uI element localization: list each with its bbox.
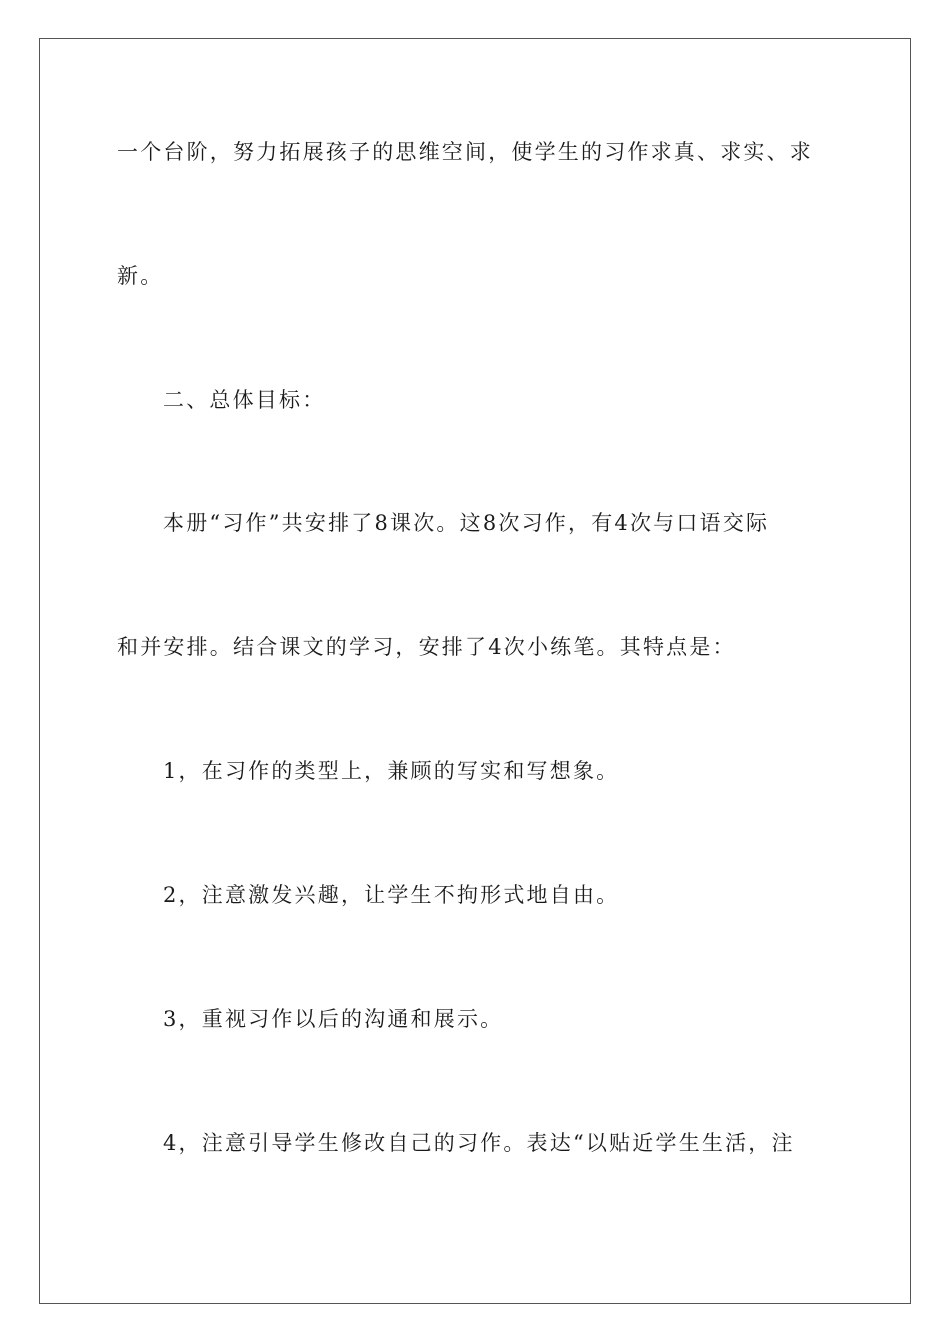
page-border (39, 38, 911, 1304)
list-item: 3，重视习作以后的沟通和展示。 (163, 1007, 504, 1031)
list-item: 4，注意引导学生修改自己的习作。表达“以贴近学生生活，注 (163, 1131, 795, 1155)
section-heading: 二、总体目标： (163, 388, 326, 412)
paragraph-line: 和并安排。结合课文的学习，安排了4次小练笔。其特点是： (117, 635, 736, 659)
paragraph-line: 一个台阶，努力拓展孩子的思维空间，使学生的习作求真、求实、求 (117, 140, 813, 164)
paragraph-line: 本册“习作”共安排了8课次。这8次习作，有4次与口语交际 (163, 511, 770, 535)
paragraph-line: 新。 (117, 264, 164, 288)
list-item: 1，在习作的类型上，兼顾的写实和写想象。 (163, 759, 620, 783)
list-item: 2，注意激发兴趣，让学生不拘形式地自由。 (163, 883, 620, 907)
